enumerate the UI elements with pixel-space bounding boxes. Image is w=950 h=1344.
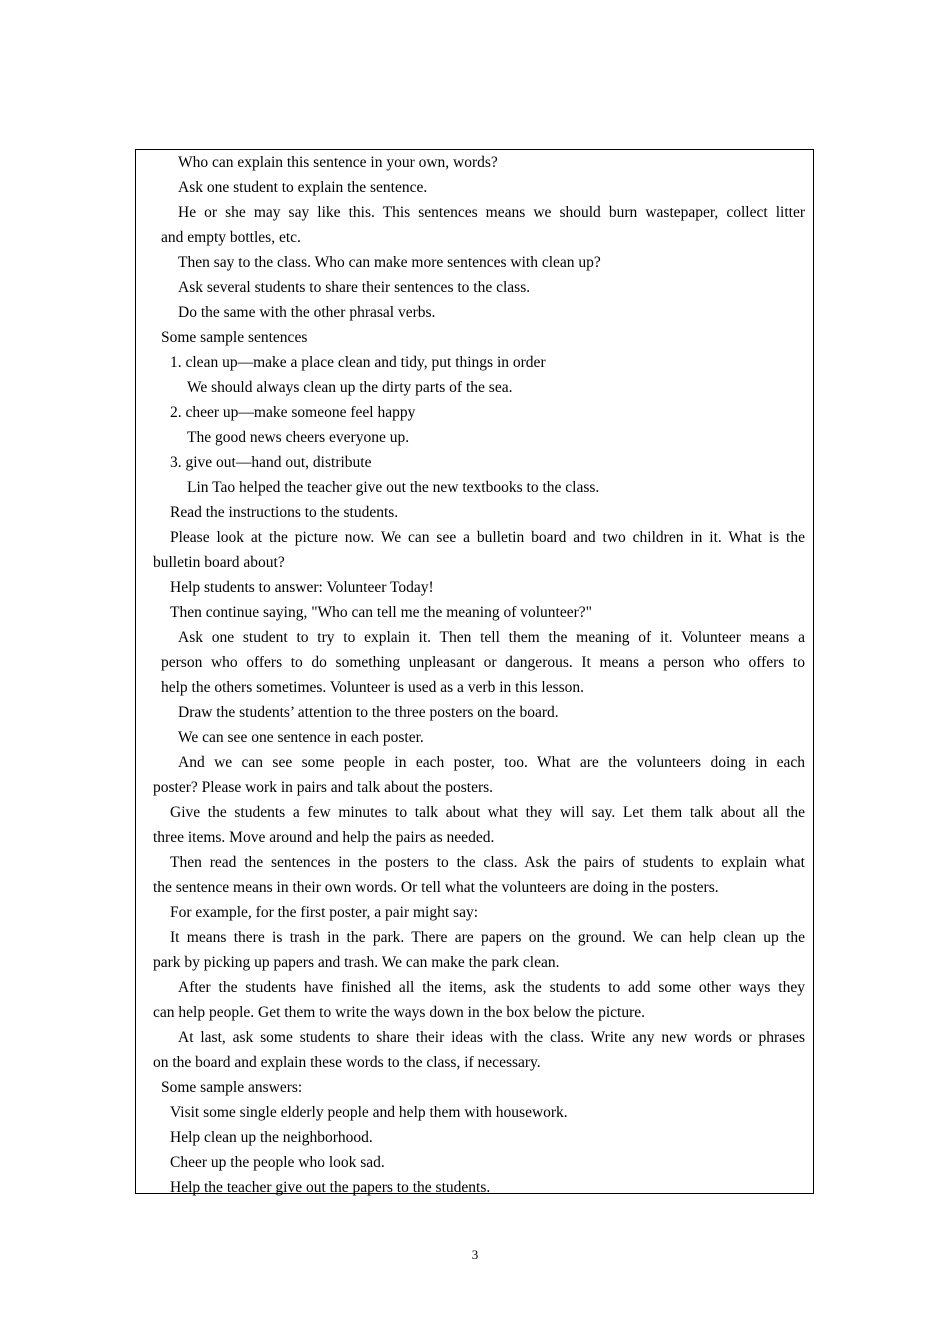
text-line: Draw the students’ attention to the three posters on the board.: [178, 704, 559, 721]
example-sentence: We should always clean up the dirty parts of the sea.: [187, 379, 513, 396]
lesson-text-box: [135, 149, 814, 1194]
text-line: We can see one sentence in each poster.: [178, 729, 424, 746]
text-line: Please look at the picture now. We can see a bulletin board and two children in it. What is the: [170, 529, 805, 546]
text-line: Ask one student to try to explain it. Then tell them the meaning of it. Volunteer means a: [178, 629, 805, 646]
text-line: He or she may say like this. This sentences means we should burn wastepaper, collect litter: [178, 204, 805, 221]
text-line: and empty bottles, etc.: [161, 229, 301, 246]
example-sentence: Lin Tao helped the teacher give out the new textbooks to the class.: [187, 479, 600, 496]
text-line: Ask several students to share their sentences to the class.: [178, 279, 531, 296]
text-line: Then say to the class. Who can make more sentences with clean up?: [178, 254, 601, 271]
text-line: And we can see some people in each poster, too. What are the volunteers doing in each: [178, 754, 805, 771]
list-item: 2. cheer up—make someone feel happy: [170, 404, 416, 421]
text-line: on the board and explain these words to the class, if necessary.: [153, 1054, 541, 1071]
text-line: the sentence means in their own words. Or tell what the volunteers are doing in the posters.: [153, 879, 719, 896]
list-item: 1. clean up—make a place clean and tidy, put things in order: [170, 354, 546, 371]
text-line: Give the students a few minutes to talk about what they will say. Let them talk about all the: [170, 804, 805, 821]
text-line: Do the same with the other phrasal verbs.: [178, 304, 436, 321]
text-line: It means there is trash in the park. There are papers on the ground. We can help clean up the: [170, 929, 805, 946]
list-item: 3. give out—hand out, distribute: [170, 454, 372, 471]
section-heading: Some sample sentences: [161, 329, 308, 346]
text-line: three items. Move around and help the pairs as needed.: [153, 829, 495, 846]
sample-answer: Visit some single elderly people and help them with housework.: [170, 1104, 568, 1121]
text-line: poster? Please work in pairs and talk about the posters.: [153, 779, 494, 796]
text-line: For example, for the first poster, a pair might say:: [170, 904, 479, 921]
text-line: Then read the sentences in the posters to the class. Ask the pairs of students to explain what: [170, 854, 805, 871]
text-line: help the others sometimes. Volunteer is used as a verb in this lesson.: [161, 679, 585, 696]
page-number: 3: [471, 1247, 479, 1262]
text-line: Read the instructions to the students.: [170, 504, 399, 521]
example-sentence: The good news cheers everyone up.: [187, 429, 410, 446]
sample-answer: Cheer up the people who look sad.: [170, 1154, 385, 1171]
section-heading: Some sample answers:: [161, 1079, 303, 1096]
text-line: park by picking up papers and trash. We can make the park clean.: [153, 954, 560, 971]
text-line: can help people. Get them to write the ways down in the box below the picture.: [153, 1004, 645, 1021]
text-line: person who offers to do something unpleasant or dangerous. It means a person who offers to: [161, 654, 805, 671]
text-line: Then continue saying, "Who can tell me the meaning of volunteer?": [170, 604, 592, 621]
text-line: At last, ask some students to share their ideas with the class. Write any new words or phrases: [178, 1029, 805, 1046]
text-line: Help students to answer: Volunteer Today!: [170, 579, 434, 596]
text-line: Who can explain this sentence in your own, words?: [178, 154, 498, 171]
text-line: bulletin board about?: [153, 554, 285, 571]
text-line: Ask one student to explain the sentence.: [178, 179, 428, 196]
text-line: After the students have finished all the items, ask the students to add some other ways they: [178, 979, 805, 996]
sample-answer: Help the teacher give out the papers to the students.: [170, 1179, 491, 1196]
sample-answer: Help clean up the neighborhood.: [170, 1129, 373, 1146]
